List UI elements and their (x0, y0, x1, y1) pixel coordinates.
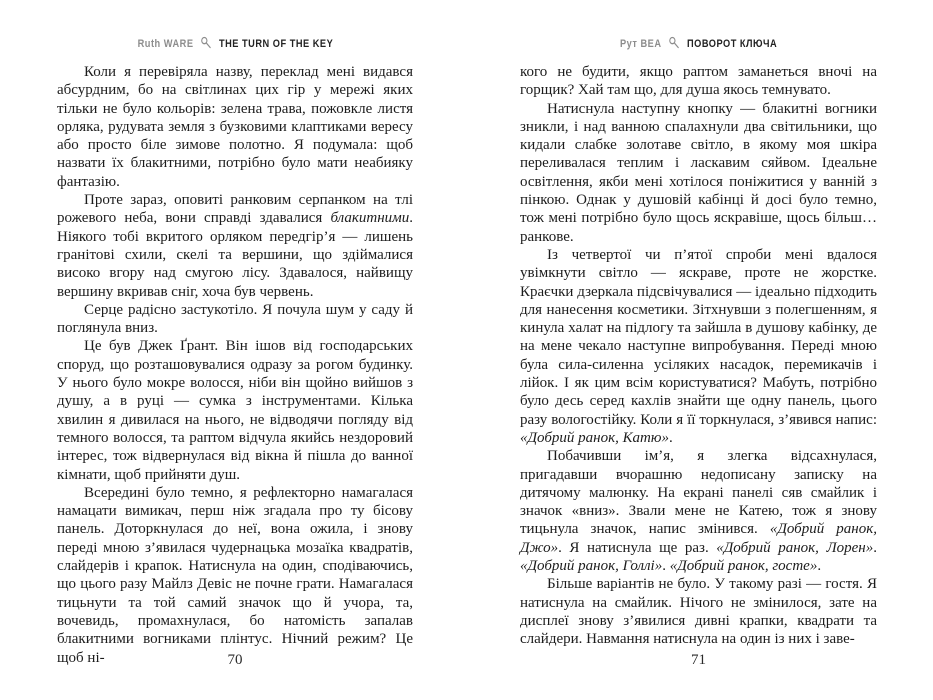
author-name: Рут ВЕА (619, 38, 662, 50)
book-title: THE TURN OF THE KEY (218, 38, 333, 50)
page-right (520, 0, 877, 700)
paragraph: Серце радісно застукотіло. Я почула шум у саду й поглянула вниз. (57, 301, 413, 337)
paragraph: Всередині було темно, я рефлекторно намагалася намацати вимикач, перш ніж згадала про ту бісову панель. Доторкнулася до неї, вона ожила, і знову переді мною з’явилася чудернацька мозаїка квадратів, слайдерів і крапок. Натиснула на один, сподіваючись, що цього разу Майлз Девіс не почне грати. Намагалася тицьнути та той самий значок що й учора, та, вочевидь, промахнулася, бо натомість запалав блакитними вогниками плінтус. Нічний режим? Це щоб ні- (57, 484, 413, 666)
paragraph: Із четвертої чи п’ятої спроби мені вдалося увімкнути світло — яскраве, проте не жорстке. Краєчки дзеркала підсвічувалися — ідеально підходить для нанесення косметики. Зітхнувши з полегшенням, я кинула халат на підлогу та зайшла в душову кабінку, де на мене чекало наступне випробування. Переді мною була сила-силенна усіляких насадок, перемикачів і лійок. І як цим всім користуватися? Мабуть, потрібно було десь серед кахлів знайти ще одну панель, цього разу вологостійку. Коли я її торкнулася, з’явився напис: «Добрий ранок, Катю». (520, 246, 877, 446)
key-icon (669, 36, 680, 49)
author-name: Ruth WARE (137, 38, 194, 50)
paragraph: Це був Джек Ґрант. Він ішов від господарських споруд, що розташовувалися одразу за рогом будинку. У нього було мокре волосся, ніби він щойно вийшов з душу, а в руці — сумка з інструментами. Кілька хвилин я дивилася на нього, не відводячи погляду від темного волосся, та раптом відчула якийсь нездоровий інтерес, тож відвернулася від вікна й пішла до ванної кімнати, щоб прийняти душ. (57, 338, 413, 483)
book-title: ПОВОРОТ КЛЮЧА (686, 38, 778, 50)
page-number-right: 71 (691, 652, 706, 668)
paragraph: Проте зараз, оповиті ранковим серпанком на тлі рожевого неба, вони справді здавалися блакитними. Ніякого тобі вкритого орляком передгір’я — лишень гранітові схили, скелі та вершини, що здіймалися високо вгору над смугою лісу. Здавалося, найвищу вершину вкривав сніг, хоча був червень. (57, 192, 413, 300)
paragraph: кого не будити, якщо раптом заманеться вночі на горщик? Хай там що, для душа якось темнувато. (520, 64, 877, 99)
page-left-text (57, 63, 413, 667)
page-number-left: 70 (227, 652, 243, 668)
running-head-left (57, 36, 413, 52)
page-right-text (520, 63, 877, 649)
paragraph: Натиснула наступну кнопку — блакитні вогники зникли, і над ванною спалахнули два світильники, що кидали слабке золотаве світло, в якому моя шкіра переливалася теплим і ласкавим сяйвом. Ідеальне освітлення, якби мені хотілося поніжитися у ванній з пінкою. Однак у душовій кабінці й досі було темно, тож мені потрібно було щось яскравіше, щось більш… ранкове. (520, 100, 877, 245)
page-left (57, 0, 413, 700)
paragraph: Більше варіантів не було. У такому разі — гостя. Я натиснула на смайлик. Нічого не змінилося, зате на дисплеї знову з’явилися дивні крапки, квадрати та слайдери. Навмання натиснула на один із них і заве- (520, 576, 877, 648)
paragraph: Побачивши ім’я, я злегка відсахнулася, пригадавши вчорашню недописану записку на дитячому малюнку. На екрані панелі сяв смайлик і значок «вниз». Звали мене не Катею, тож я знову тицьнула значок, напис змінився. «Добрий ранок, Джо». Я натиснула ще раз. «Добрий ранок, Лорен». «Добрий ранок, Голлі». «Добрий ранок, госте». (520, 448, 877, 575)
paragraph: Коли я перевіряла назву, переклад мені видався абсурдним, бо на світлинах цих гір у мережі яких тільки не було кольорів: зелена трава, пожовкле листя орляка, рудувата земля з бузковими клаптиками вересу або просто біле зимове полотно. Я подумала: щоб назвати їх блакитними, потрібно було мати неабияку фантазію. (57, 64, 413, 190)
running-head-right (520, 36, 877, 52)
key-icon (200, 36, 211, 49)
